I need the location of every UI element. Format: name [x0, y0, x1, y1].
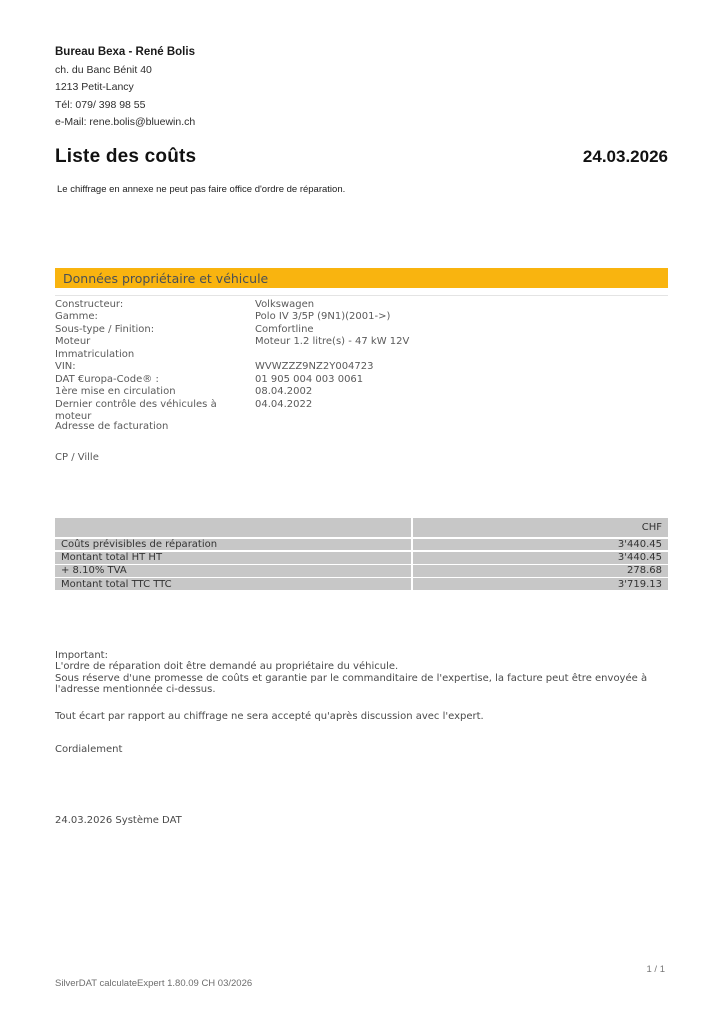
- section-header-owner-vehicle: [55, 268, 668, 288]
- spacer: [55, 695, 671, 711]
- field-value: Polo IV 3/5P (9N1)(2001->): [255, 311, 391, 323]
- cost-row-value: 3'440.45: [413, 539, 668, 551]
- field-value: Moteur 1.2 litre(s) - 47 kW 12V: [255, 336, 410, 348]
- sender-company-name: Bureau Bexa - René Bolis: [55, 46, 195, 58]
- costs-table-header-row: [55, 518, 668, 537]
- page-title: Liste des coûts: [55, 146, 197, 167]
- table-row: [55, 578, 668, 590]
- title-row: [55, 146, 668, 168]
- table-row: [55, 552, 668, 564]
- field-immatriculation: [55, 349, 668, 361]
- important-line1: L'ordre de réparation doit être demandé au propriétaire du véhicule.: [55, 661, 399, 673]
- document-date: 24.03.2026: [582, 147, 668, 166]
- field-dernier-controle: [55, 398, 668, 422]
- field-value: [255, 349, 668, 361]
- vehicle-field-list: [55, 299, 668, 422]
- sender-city: 1213 Petit-Lancy: [55, 81, 134, 93]
- sender-block: [55, 44, 195, 132]
- sender-email: e-Mail: rene.bolis@bluewin.ch: [55, 116, 196, 128]
- field-value: Volkswagen: [255, 299, 315, 310]
- field-value: WVWZZZ9NZ2Y004723: [255, 361, 374, 373]
- field-dat-europa-code: [55, 374, 668, 386]
- field-label: DAT €uropa-Code® :: [55, 373, 159, 385]
- sender-phone: Tél: 079/ 398 98 55: [55, 98, 146, 111]
- field-label: Moteur: [55, 336, 91, 348]
- costs-header-currency: CHF: [413, 518, 668, 537]
- field-label: Dernier contrôle des véhicules à moteur: [55, 398, 217, 422]
- field-gamme: [55, 311, 668, 323]
- field-label: 1ère mise en circulation: [55, 386, 176, 398]
- section-divider: [55, 295, 668, 296]
- cost-row-label: Montant total TTC TTC: [55, 578, 411, 590]
- billing-address-label: Adresse de facturation: [55, 421, 169, 432]
- cost-row-value: 3'719.13: [413, 578, 668, 590]
- costs-table: [55, 518, 668, 592]
- cost-row-label: + 8.10% TVA: [55, 565, 411, 577]
- cost-row-value: 278.68: [413, 565, 668, 577]
- field-label: VIN:: [55, 361, 76, 373]
- cost-row-value: 3'440.45: [413, 552, 668, 564]
- important-line2: Sous réserve d'une promesse de coûts et garantie par le commanditaire de l'expertise, la facture peut être envoyée à l'adresse mentionnée ci-dessus.: [55, 672, 648, 695]
- cost-row-label: Coûts prévisibles de réparation: [55, 539, 411, 551]
- field-label: Immatriculation: [55, 348, 135, 360]
- table-row: [55, 565, 668, 577]
- field-label: Constructeur:: [55, 299, 124, 310]
- important-line3: Tout écart par rapport au chiffrage ne sera accepté qu'après discussion avec l'expert.: [55, 711, 484, 723]
- field-vin: [55, 361, 668, 373]
- field-value: 04.04.2022: [255, 398, 313, 410]
- annex-note: Le chiffrage en annexe ne peut pas faire office d'ordre de réparation.: [57, 184, 346, 195]
- field-moteur: [55, 336, 668, 348]
- important-heading: Important:: [55, 650, 108, 661]
- important-block: [55, 650, 671, 722]
- sender-street: ch. du Banc Bénit 40: [55, 63, 152, 76]
- field-label: Gamme:: [55, 311, 98, 323]
- field-mise-en-circulation: [55, 386, 668, 398]
- page-number: 1 / 1: [646, 964, 665, 975]
- cost-row-label: Montant total HT HT: [55, 552, 411, 564]
- field-constructeur: [55, 299, 668, 311]
- field-value: 08.04.2002: [255, 386, 313, 398]
- closing-line: Cordialement: [55, 744, 123, 755]
- field-label: Sous-type / Finition:: [55, 323, 155, 335]
- field-value: 01 905 004 003 0061: [255, 373, 364, 385]
- section-header-label: Données propriétaire et véhicule: [63, 270, 269, 286]
- field-value: Comfortline: [255, 323, 314, 335]
- footer-software-info: SilverDAT calculateExpert 1.80.09 CH 03/2026: [55, 978, 253, 989]
- signature-line: 24.03.2026 Système DAT: [55, 815, 182, 826]
- costs-header-empty-cell: [55, 518, 411, 537]
- field-sous-type: [55, 324, 668, 336]
- zip-city-label: CP / Ville: [55, 452, 99, 463]
- table-row: [55, 539, 668, 551]
